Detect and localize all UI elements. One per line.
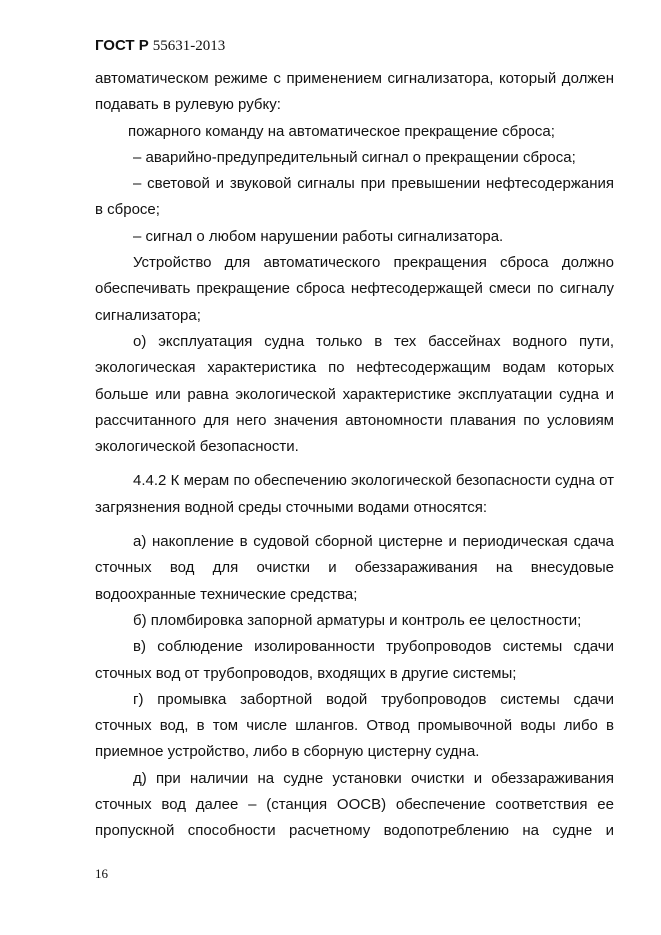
list-item-malfunction-signal: – сигнал о любом нарушении работы сигнализатора. xyxy=(133,227,504,245)
paragraph-item-o: о) эксплуатация судна только в тех бассейнах водного пути, экологическая характеристика по нефтесодержащим водам которых больше или равна экологической характеристике эксплуатации судна и рассчитанного для него значения автономности плавания по условиям экологической безопасности. xyxy=(95,332,614,456)
paragraph-item-b: б) пломбировка запорной арматуры и контроль ее целостности; xyxy=(133,611,582,629)
paragraph-continuation: автоматическом режиме с применением сигнализатора, который должен подавать в рулевую рубку: xyxy=(95,70,614,114)
paragraph-item-v: в) соблюдение изолированности трубопроводов системы сдачи сточных вод от трубопроводов, входящих в другие системы; xyxy=(95,638,614,682)
paragraph-item-d: д) при наличии на судне установки очистки и обеззараживания сточных вод далее – (станция ООСВ) обеспечение соответствия ее пропускной способности расчетному водопотреблению на судне и xyxy=(95,769,614,840)
paragraph-item-a: а) накопление в судовой сборной цистерне и периодическая сдача сточных вод для очистки и обеззараживания на внесудовые водоохранные технические средства; xyxy=(95,533,614,603)
paragraph-stop-device: Устройство для автоматического прекращения сброса должно обеспечивать прекращение сброса нефтесодержащей смеси по сигналу сигнализатора; xyxy=(95,254,614,324)
paragraph-fire-command: пожарного команду на автоматическое прекращение сброса; xyxy=(128,122,555,140)
page-number: 16 xyxy=(95,866,108,881)
section-4-4-2: 4.4.2 К мерам по обеспечению экологической безопасности судна от загрязнения водной среды сточными водами относятся: xyxy=(95,472,614,516)
standard-number: 55631-2013 xyxy=(152,38,226,54)
list-item-light-sound-signal: – световой и звуковой сигналы при превышении нефтесодержания в сбросе; xyxy=(95,175,614,219)
page-header xyxy=(95,37,225,55)
paragraph-item-g: г) промывка забортной водой трубопроводов системы сдачи сточных вод, в том числе шлангов. Отвод промывочной воды либо в приемное устройство, либо в сборную цистерну судна. xyxy=(95,690,614,761)
standard-prefix: ГОСТ Р xyxy=(95,37,149,54)
body-text xyxy=(95,66,614,845)
list-item-emergency-signal: – аварийно-предупредительный сигнал о прекращении сброса; xyxy=(133,148,576,166)
